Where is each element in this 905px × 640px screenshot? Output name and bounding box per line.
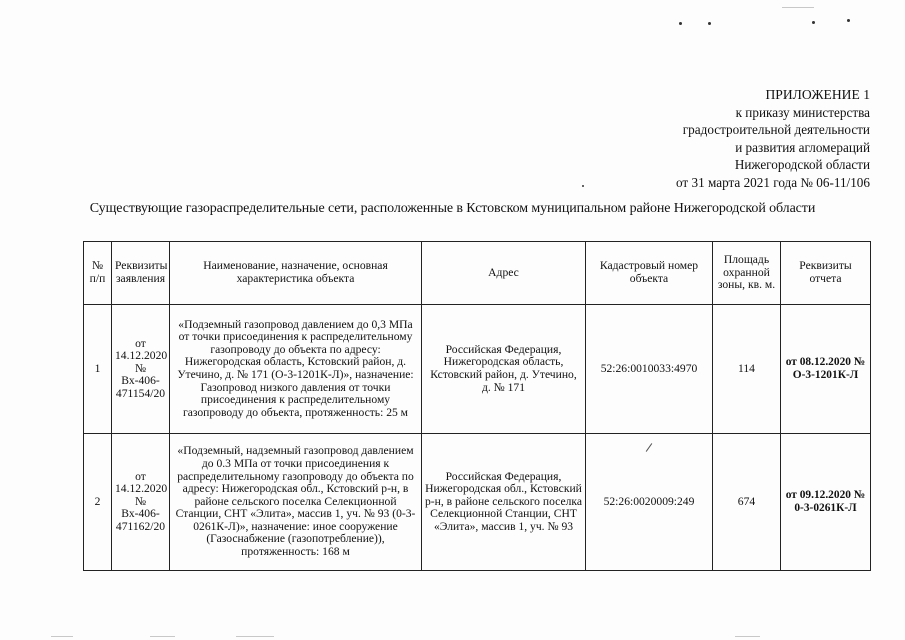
- appendix-line: и развития агломераций: [735, 139, 870, 155]
- cell-num: 1: [84, 305, 112, 434]
- cell-address: Российская Федерация, Нижегородская область, Кстовский район, д. Утечино, д. № 171: [422, 305, 586, 434]
- document-title: Существующие газораспределительные сети, расположенные в Кстовском муниципальном районе Нижегородской области: [89, 201, 816, 216]
- header-zone-area: Площадь охранной зоны, кв. м.: [713, 242, 781, 305]
- header-cadastral: Кадастровый номер объекта: [586, 242, 713, 305]
- cell-application: от 14.12.2020 № Вх-406-471162/20: [112, 434, 170, 571]
- appendix-line: Нижегородской области: [734, 157, 870, 172]
- cell-object-name: «Подземный газопровод давлением до 0,3 МПа от точки присоединения к распределительному газопроводу до объекта по адресу: Нижегородская область, Кстовский район, д. Утечино, д. № 171 (О-3-1201К-Л)», назначение: Газопровод низкого давления от точки присоединения к распределительному газопроводу до объекта, протяженность: 25 м: [170, 305, 422, 434]
- scan-speck: [582, 185, 584, 187]
- header-address: Адрес: [422, 242, 586, 305]
- cell-application: от 14.12.2020 № Вх-406-471154/20: [112, 305, 170, 434]
- cell-cadastral: 52:26:0020009:249: [586, 434, 713, 571]
- appendix-header: [676, 86, 870, 191]
- scan-edge-line: [735, 636, 760, 637]
- cell-cadastral: 52:26:0010033:4970: [586, 305, 713, 434]
- cell-report: от 09.12.2020 № 0-3-0261К-Л: [781, 434, 871, 571]
- table-row: [84, 305, 871, 434]
- table-row: [84, 434, 871, 571]
- scan-edge-line: [51, 636, 73, 637]
- scan-edge-line: [236, 636, 274, 637]
- table-header-row: [84, 242, 871, 305]
- cell-address: Российская Федерация, Нижегородская обл., Кстовский р-н, в районе сельского поселка Селекционной Станции, СНТ «Элита», массив 1, уч. № 93: [422, 434, 586, 571]
- scan-speck: [847, 19, 850, 22]
- gas-networks-table: [83, 241, 871, 571]
- header-application: Реквизиты заявления: [112, 242, 170, 305]
- appendix-line: градостроительной деятельности: [682, 122, 870, 137]
- appendix-line: к приказу министерства: [735, 104, 870, 120]
- header-report: Реквизиты отчета: [781, 242, 871, 305]
- cell-report: от 08.12.2020 № О-3-1201К-Л: [781, 305, 871, 434]
- cell-zone-area: 674: [713, 434, 781, 571]
- appendix-date-line: от 31 марта 2021 года № 06-11/106: [676, 174, 870, 190]
- header-num: № п/п: [84, 242, 112, 305]
- scan-edge-line: [150, 636, 175, 637]
- cell-zone-area: 114: [713, 305, 781, 434]
- scan-speck: [708, 22, 711, 25]
- cell-object-name: «Подземный, надземный газопровод давлением до 0.3 МПа от точки присоединения к распределительному газопроводу до объекта по адресу: Нижегородская обл., Кстовский р-н, в районе сельского поселка Селекционной Станции, СНТ «Элита», массив 1, уч. № 93 (0-3-0261К-Л)», назначение: иное сооружение (Газоснабжение (газопотребление)), протяженность: 168 м: [170, 434, 422, 571]
- cell-num: 2: [84, 434, 112, 571]
- appendix-number: ПРИЛОЖЕНИЕ 1: [765, 87, 870, 102]
- scan-speck: [679, 22, 682, 25]
- scan-speck: [812, 21, 815, 24]
- scan-edge-line: [782, 7, 814, 8]
- header-object-name: Наименование, назначение, основная характеристика объекта: [170, 242, 422, 305]
